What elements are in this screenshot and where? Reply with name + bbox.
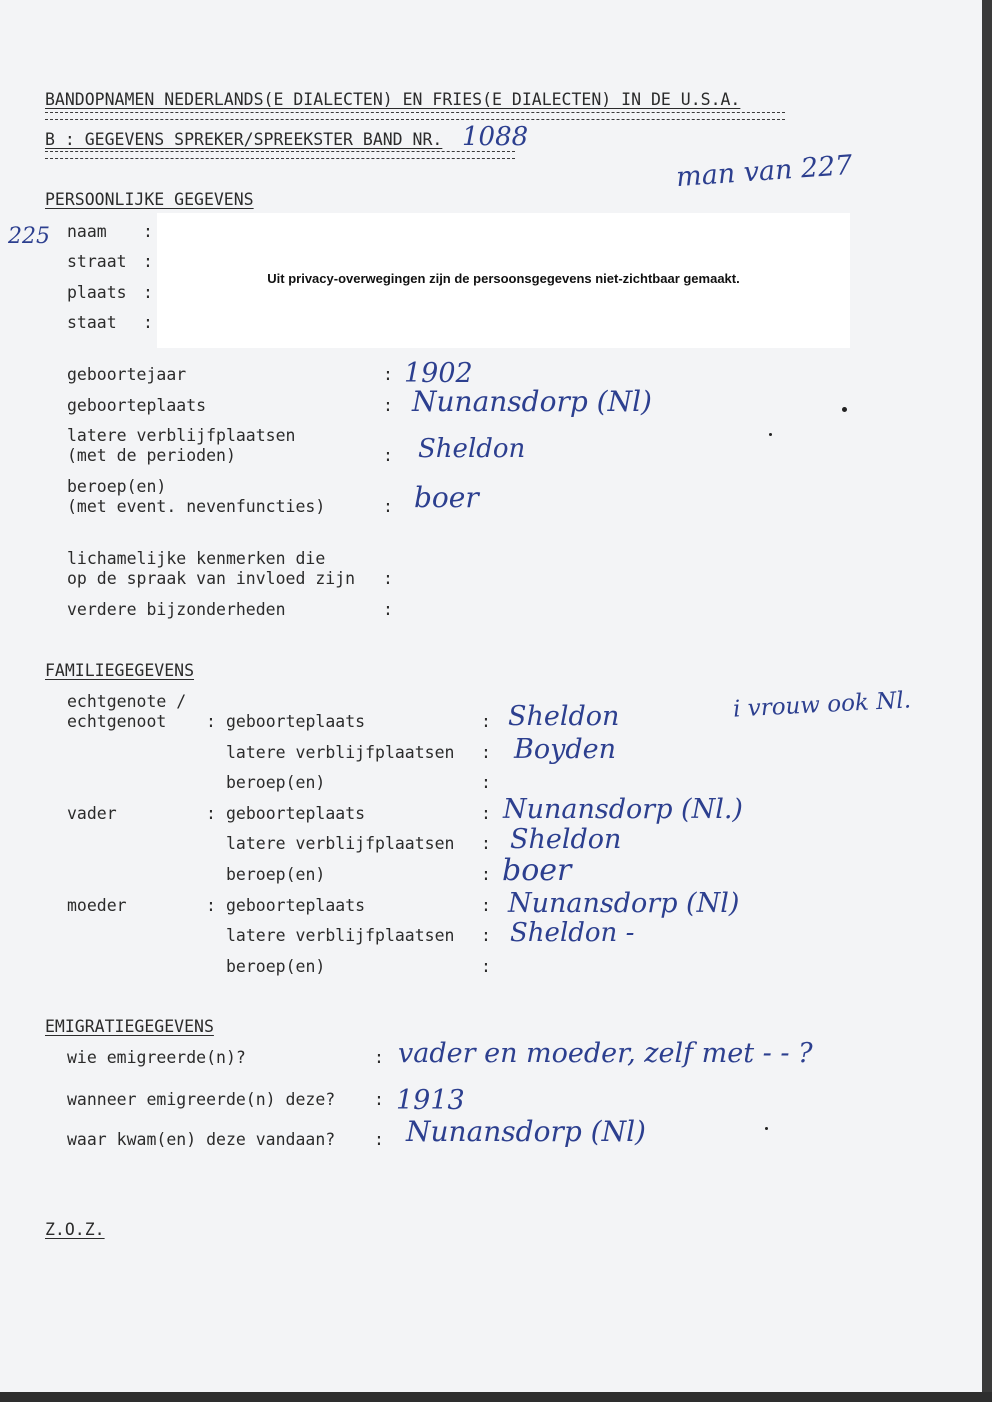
label-vader-beroep: beroep(en) (226, 865, 326, 884)
colon: : (374, 1048, 384, 1067)
colon: : (383, 569, 393, 588)
colon: : (143, 313, 153, 332)
label-straat: straat (67, 252, 127, 271)
form-subtitle: B : GEGEVENS SPREKER/SPREEKSTER BAND NR. (45, 130, 443, 149)
colon: : (206, 712, 216, 731)
subtitle-double-rule (45, 151, 515, 159)
value-geboorteplaats: Nunansdorp (Nl) (412, 385, 652, 418)
value-wie: vader en moeder, zelf met - - ? (398, 1038, 813, 1069)
label-spouse-verblijf: latere verblijfplaatsen (226, 743, 455, 762)
label-vader-geboorteplaats: geboorteplaats (226, 804, 366, 823)
label-wanneer: wanneer emigreerde(n) deze? (67, 1090, 336, 1109)
colon: : (383, 365, 393, 384)
label-geboorteplaats: geboorteplaats (67, 396, 207, 415)
band-number: 1088 (462, 122, 529, 152)
label-vader-verblijf: latere verblijfplaatsen (226, 834, 455, 853)
label-spouse-beroep: beroep(en) (226, 773, 326, 792)
label-bijzonderheden: verdere bijzonderheden (67, 600, 286, 619)
label-verblijf-1: latere verblijfplaatsen (67, 426, 296, 445)
section-family-heading: FAMILIEGEGEVENS (45, 661, 195, 680)
label-beroep-1: beroep(en) (67, 477, 167, 496)
value-beroep: boer (414, 481, 479, 514)
scan-edge-bottom (0, 1392, 992, 1402)
label-moeder-verblijf: latere verblijfplaatsen (226, 926, 455, 945)
colon: : (143, 283, 153, 302)
colon: : (143, 252, 153, 271)
label-spouse-geboorteplaats: geboorteplaats (226, 712, 366, 731)
colon: : (481, 743, 491, 762)
colon: : (206, 896, 216, 915)
value-geboortejaar: 1902 (404, 358, 473, 389)
value-vader-geboorteplaats: Nunansdorp (Nl.) (503, 794, 743, 825)
colon: : (383, 396, 393, 415)
colon: : (481, 712, 491, 731)
label-moeder: moeder (67, 896, 127, 915)
label-moeder-geboorteplaats: geboorteplaats (226, 896, 366, 915)
section-emigration-heading: EMIGRATIEGEGEVENS (45, 1017, 214, 1036)
value-waar: Nunansdorp (Nl) (406, 1115, 646, 1148)
label-spouse-2: echtgenoot (67, 712, 167, 731)
label-naam: naam (67, 222, 107, 241)
value-spouse-geboorteplaats: Sheldon (508, 701, 620, 732)
colon: : (481, 834, 491, 853)
form-title: BANDOPNAMEN NEDERLANDS(E DIALECTEN) EN FRIES(E DIALECTEN) IN DE U.S.A. (45, 90, 741, 109)
colon: : (481, 926, 491, 945)
top-handwritten-note: man van 227 (675, 149, 854, 194)
value-verblijf: Sheldon (418, 434, 526, 464)
value-spouse-note: i vrouw ook Nl. (732, 687, 912, 723)
colon: : (383, 446, 393, 465)
label-vader: vader (67, 804, 117, 823)
value-wanneer: 1913 (396, 1085, 465, 1116)
zoz-label: Z.O.Z. (45, 1220, 105, 1239)
colon: : (206, 804, 216, 823)
colon: : (481, 896, 491, 915)
label-verblijf-2: (met de perioden) (67, 446, 236, 465)
colon: : (481, 865, 491, 884)
label-kenmerken-1: lichamelijke kenmerken die (67, 549, 326, 568)
value-moeder-verblijf: Sheldon - (510, 918, 635, 948)
colon: : (383, 600, 393, 619)
label-moeder-beroep: beroep(en) (226, 957, 326, 976)
value-vader-beroep: boer (502, 853, 572, 888)
section-personal-heading: PERSOONLIJKE GEGEVENS (45, 190, 254, 209)
privacy-redaction-box (157, 213, 850, 348)
label-beroep-2: (met event. nevenfuncties) (67, 497, 326, 516)
ink-dot (769, 433, 772, 436)
value-moeder-geboorteplaats: Nunansdorp (Nl) (508, 888, 740, 919)
label-staat: staat (67, 313, 117, 332)
label-waar: waar kwam(en) deze vandaan? (67, 1130, 336, 1149)
colon: : (143, 222, 153, 241)
colon: : (383, 497, 393, 516)
margin-number: 225 (8, 224, 50, 249)
privacy-notice: Uit privacy-overwegingen zijn de persoonsgegevens niet-zichtbaar gemaakt. (267, 271, 740, 286)
label-geboortejaar: geboortejaar (67, 365, 187, 384)
value-vader-verblijf: Sheldon (510, 824, 622, 855)
value-spouse-verblijf: Boyden (514, 734, 617, 765)
colon: : (481, 773, 491, 792)
label-spouse-1: echtgenote / (67, 692, 187, 711)
ink-dot (765, 1127, 768, 1130)
colon: : (374, 1090, 384, 1109)
colon: : (374, 1130, 384, 1149)
title-double-rule (45, 112, 785, 120)
label-wie: wie emigreerde(n)? (67, 1048, 246, 1067)
scan-edge-right (982, 0, 992, 1402)
colon: : (481, 804, 491, 823)
label-plaats: plaats (67, 283, 127, 302)
colon: : (481, 957, 491, 976)
label-kenmerken-2: op de spraak van invloed zijn (67, 569, 356, 588)
ink-dot (842, 407, 847, 412)
